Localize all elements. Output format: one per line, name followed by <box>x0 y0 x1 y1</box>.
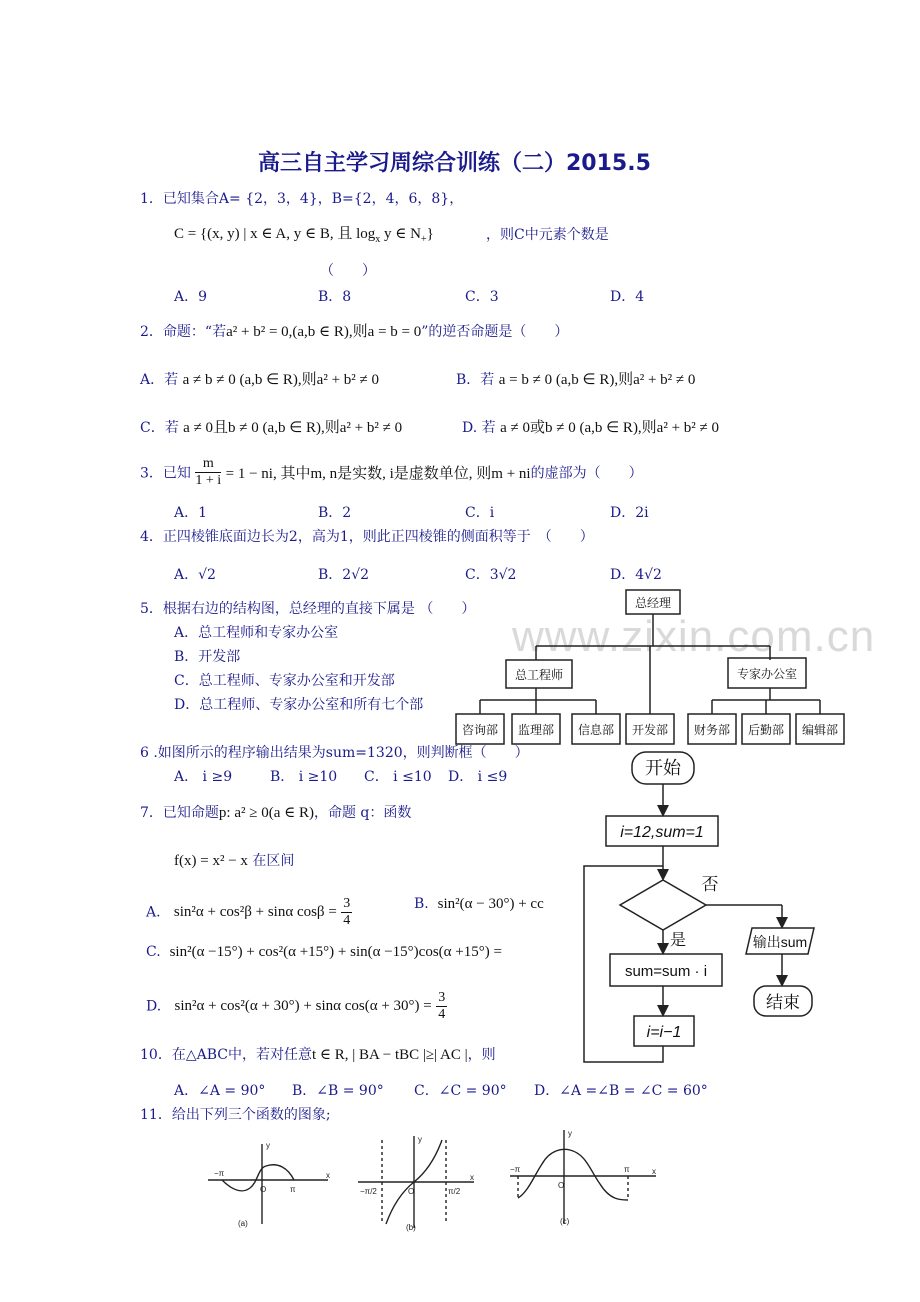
q4-option-a: A．√2 <box>174 567 216 583</box>
page-title: 高三自主学习周综合训练（二）2015.5 <box>258 151 651 176</box>
graph-b-label: (b) <box>406 1223 416 1232</box>
org-bottom-label-7: 编辑部 <box>801 723 839 737</box>
q11-stem: 11．给出下列三个函数的图象; <box>140 1107 331 1123</box>
graph-c-y: y <box>568 1129 572 1138</box>
graph-a-x: x <box>326 1171 330 1180</box>
org-bottom-label-3: 信息部 <box>577 723 615 737</box>
org-mid-label-2: 专家办公室 <box>736 667 798 681</box>
q10-option-c: C．∠C = 90° <box>414 1083 507 1099</box>
q2-stem: 2．命题：“若a² + b² = 0,(a,b ∈ R),则a = b = 0”的逆否命题是（ ） <box>140 324 569 340</box>
graph-b <box>354 1132 484 1232</box>
q5-option-c: C．总工程师、专家办公室和开发部 <box>174 673 395 689</box>
graph-a-origin: O <box>260 1185 267 1194</box>
graph-c-x: x <box>652 1167 656 1176</box>
q1-paren: （ ） <box>320 263 376 279</box>
graph-b-neghalfpi: −π/2 <box>360 1187 377 1196</box>
q3-option-d: D．2i <box>610 505 649 521</box>
q8-option-a: A. sin²α + cos²β + sinα cosβ = $\frac{3}{4}$ <box>146 896 351 928</box>
graph-a-negpi: −π <box>214 1169 225 1178</box>
watermark: www.zixin.com.cn <box>512 612 876 661</box>
flow-init-label: i=12,sum=1 <box>620 824 704 841</box>
q2-option-b: B．若 a = b ≠ 0 (a,b ∈ R),则a² + b² ≠ 0 <box>456 372 696 388</box>
q3-stem: 3．已知 $\frac{m}{1 + i}$ = 1 − ni, 其中m, n是实数, i是虚数单位, 则m + ni的虚部为（ ） <box>140 456 643 488</box>
flow-yes-label: 是 <box>669 932 687 949</box>
graph-a-y: y <box>266 1141 270 1150</box>
q1-stem: 1．已知集合A= {2，3，4}，B={2，4，6，8}， <box>140 191 464 207</box>
q5-option-a: A．总工程师和专家办公室 <box>174 625 339 641</box>
flow-body-label: sum=sum · i <box>624 963 708 980</box>
q1-tail: ，则C中元素个数是 <box>486 227 609 243</box>
flow-dec-label: i=i−1 <box>646 1024 682 1041</box>
q6-option-b: B． i ≥10 <box>270 769 338 785</box>
q3-fraction: $\frac{m}{1 + i}$ <box>195 456 222 488</box>
q6-option-c: C． i ≤10 <box>364 769 432 785</box>
q1-option-d: D．4 <box>610 289 645 305</box>
q2-option-a: A．若 a ≠ b ≠ 0 (a,b ∈ R),则a² + b² ≠ 0 <box>140 372 380 388</box>
q8-option-c: C. sin²(α −15°) + cos²(α +15°) + sin(α −15°)cos(α +15°) = <box>146 944 502 960</box>
q10-option-b: B．∠B = 90° <box>292 1083 384 1099</box>
org-mid-label-1: 总工程师 <box>514 668 564 682</box>
org-bottom-label-4: 开发部 <box>631 723 669 737</box>
q1-option-c: C．3 <box>465 289 499 305</box>
q2-option-d: D. 若 a ≠ 0或b ≠ 0 (a,b ∈ R),则a² + b² ≠ 0 <box>462 420 720 436</box>
flow-output-label: 输出sum <box>752 934 808 950</box>
org-chart <box>450 584 850 754</box>
graph-a <box>204 1138 336 1230</box>
q7-function: f(x) = x² − x 在区间 <box>174 853 295 869</box>
q10-option-d: D．∠A =∠B = ∠C = 60° <box>534 1083 708 1099</box>
q10-option-a: A．∠A = 90° <box>174 1083 266 1099</box>
q2-option-c: C．若 a ≠ 0且b ≠ 0 (a,b ∈ R),则a² + b² ≠ 0 <box>140 420 403 436</box>
graph-b-origin: O <box>408 1187 415 1196</box>
q1-option-b: B．8 <box>318 289 352 305</box>
graph-b-y: y <box>418 1135 422 1144</box>
flow-end-label: 结束 <box>766 993 800 1012</box>
graph-b-poshalfpi: π/2 <box>448 1187 461 1196</box>
q4-option-b: B．2√2 <box>318 567 370 583</box>
q8-option-b: B. sin²(α − 30°) + cc <box>414 896 544 912</box>
q3-option-a: A．1 <box>174 505 208 521</box>
org-top-label: 总经理 <box>634 596 672 610</box>
q5-option-d: D．总工程师、专家办公室和所有七个部 <box>174 697 424 713</box>
q5-stem: 5．根据右边的结构图，总经理的直接下属是 （ ） <box>140 601 476 617</box>
q10-stem: 10．在△ABC中，若对任意t ∈ R, | BA − tBC |≥| AC |，则 <box>140 1047 496 1063</box>
flowchart <box>576 748 826 1068</box>
q4-option-d: D．4√2 <box>610 567 662 583</box>
flow-start-label: 开始 <box>645 758 681 778</box>
org-bottom-label-5: 财务部 <box>693 723 731 737</box>
flow-no-label: 否 <box>701 875 719 894</box>
graph-a-pospi: π <box>290 1185 296 1194</box>
org-bottom-label-2: 监理部 <box>517 723 555 737</box>
q3-option-c: C．i <box>465 505 495 521</box>
q1-formula: C = {(x, y) | x ∈ A, y ∈ B, 且 $\log_x y$ ∈ $N_+$} <box>174 226 434 245</box>
graph-c-pospi: π <box>624 1165 630 1174</box>
flow-decision <box>620 880 706 930</box>
q4-option-c: C．3√2 <box>465 567 517 583</box>
graph-c-origin: O <box>558 1181 565 1190</box>
graph-c <box>506 1126 666 1228</box>
q3-option-b: B．2 <box>318 505 352 521</box>
org-bottom-label-1: 咨询部 <box>461 723 499 737</box>
q8-option-d: D. sin²α + cos²(α + 30°) + sinα cos(α + 30°) = $\frac{3}{4}$ <box>146 990 446 1022</box>
q7-stem: 7．已知命题p: a² ≥ 0(a ∈ R)，命题 q：函数 <box>140 805 412 821</box>
graph-c-label: (c) <box>560 1217 570 1226</box>
graph-a-label: (a) <box>238 1219 248 1228</box>
q6-option-a: A． i ≥9 <box>174 769 233 785</box>
org-bottom-label-6: 后勤部 <box>747 723 785 737</box>
graph-c-negpi: −π <box>510 1165 521 1174</box>
q4-stem: 4．正四棱锥底面边长为2，高为1，则此正四棱锥的侧面积等于 （ ） <box>140 529 594 545</box>
q6-stem: 6 .如图所示的程序输出结果为sum=1320，则判断框（ ） <box>140 745 529 761</box>
graph-b-x: x <box>470 1173 474 1182</box>
q6-option-d: D． i ≤9 <box>448 769 508 785</box>
q5-option-b: B．开发部 <box>174 649 241 665</box>
q1-option-a: A．9 <box>174 289 208 305</box>
